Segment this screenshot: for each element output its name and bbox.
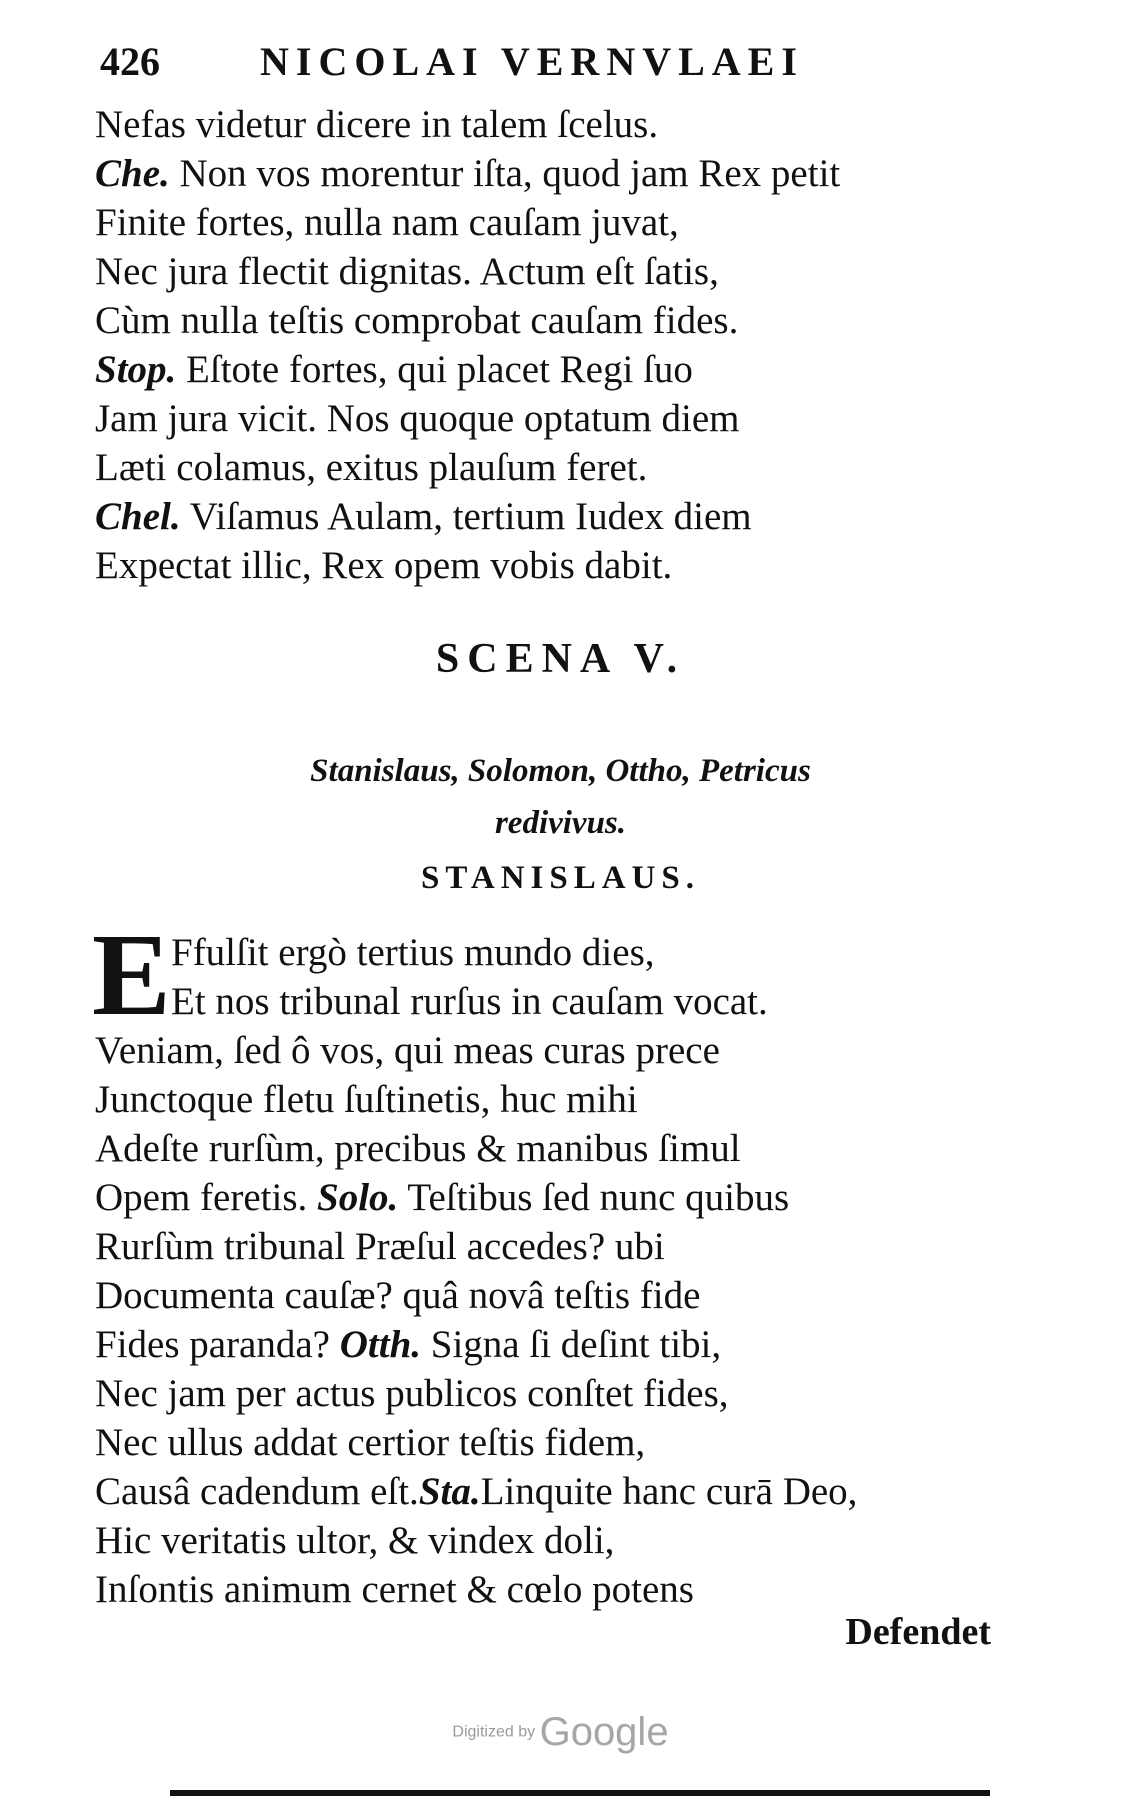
speaker-abbrev: Stop. <box>95 348 177 391</box>
verse-text: Documenta cauſæ? quâ novâ teſtis fide <box>95 1274 701 1317</box>
verse-line <box>95 247 1015 296</box>
verse-text: Nec jura flectit dignitas. Actum eſt ſatis, <box>95 250 719 293</box>
speaker-abbrev: Sta. <box>418 1470 481 1513</box>
verse-text: Finite fortes, nulla nam cauſam juvat, <box>95 201 679 244</box>
verse-line <box>95 1320 1015 1369</box>
verse-line <box>95 149 1015 198</box>
verse-text: Eſtote fortes, qui placet Regi ſuo <box>176 348 693 391</box>
scene-title: SCENA V. <box>435 636 686 682</box>
running-title: NICOLAI VERNVLAEI <box>260 39 804 84</box>
speaker-abbrev: Solo. <box>317 1176 399 1219</box>
verse-text: Veniam, ſed ô vos, qui meas curas prece <box>95 1029 720 1072</box>
verse-text: Non vos morentur iſta, quod jam Rex petit <box>169 152 841 195</box>
speaker-abbrev: Che. <box>95 152 170 195</box>
verse-line <box>95 1075 1015 1124</box>
verse-line <box>95 1173 1015 1222</box>
verse-text: Rurſùm tribunal Præſul accedes? ubi <box>95 1225 665 1268</box>
verse-text: Teſtibus ſed nunc quibus <box>398 1176 790 1219</box>
verse-text: Nec jam per actus publicos conſtet fides, <box>95 1372 729 1415</box>
digitization-watermark <box>0 1710 1121 1755</box>
verse-text: Viſamus Aulam, tertium Iudex diem <box>180 495 752 538</box>
verse-line <box>95 1124 1015 1173</box>
verse-text: Inſontis animum cernet & cœlo potens <box>95 1568 694 1611</box>
verse-line <box>95 345 1015 394</box>
verse-text: Signa ſi deſint tibi, <box>421 1323 722 1366</box>
verse-text: Cùm nulla teſtis comprobat cauſam fides. <box>95 299 739 342</box>
verse-block-main <box>95 928 1015 1614</box>
drop-cap: E <box>92 909 171 1040</box>
personae-line: Stanislaus, Solomon, Ottho, Petricus <box>310 753 811 789</box>
verse-text: Nefas videtur dicere in talem ſcelus. <box>95 103 659 146</box>
verse-text: Opem feretis. <box>95 1176 318 1219</box>
watermark-prefix: Digitized by <box>452 1723 536 1741</box>
verse-line <box>95 541 1015 590</box>
verse-line <box>95 492 1015 541</box>
verse-line <box>95 394 1015 443</box>
watermark-brand: Google <box>539 1710 669 1754</box>
verse-text: Causâ cadendum eſt. <box>95 1470 419 1513</box>
personae-line: redivivus. <box>494 805 627 841</box>
running-header <box>100 38 1000 98</box>
dramatis-personae <box>0 745 1121 849</box>
verse-line <box>95 1516 1015 1565</box>
verse-block-top <box>95 100 1015 590</box>
speaker-abbrev: Chel. <box>95 495 181 538</box>
verse-text: Expectat illic, Rex opem vobis dabit. <box>95 544 673 587</box>
speaker-abbrev: Otth. <box>339 1323 422 1366</box>
catchword: Defendet <box>845 1611 991 1653</box>
verse-line <box>95 198 1015 247</box>
verse-line <box>95 928 1015 977</box>
verse-text: Jam jura vicit. Nos quoque optatum diem <box>95 397 740 440</box>
verse-line <box>95 443 1015 492</box>
verse-line <box>95 977 1015 1026</box>
verse-text: Nec ullus addat certior teſtis fidem, <box>95 1421 646 1464</box>
verse-text: Hic veritatis ultor, & vindex doli, <box>95 1519 615 1562</box>
verse-line <box>95 1271 1015 1320</box>
verse-line <box>95 1222 1015 1271</box>
verse-line <box>95 1565 1015 1614</box>
verse-text: Ffulſit ergò tertius mundo dies, <box>171 931 655 974</box>
verse-text: Fides paranda? <box>95 1323 340 1366</box>
verse-text: Et nos tribunal rurſus in cauſam vocat. <box>171 980 768 1023</box>
page-number: 426 <box>100 39 160 84</box>
verse-text: Junctoque fletu ſuſtinetis, huc mihi <box>95 1078 638 1121</box>
verse-line <box>95 1467 1015 1516</box>
verse-line <box>95 296 1015 345</box>
verse-text: Linquite hanc curā Deo, <box>480 1470 858 1513</box>
verse-line <box>95 100 1015 149</box>
speaker-heading: STANISLAUS. <box>420 860 701 896</box>
verse-line <box>95 1026 1015 1075</box>
verse-line <box>95 1369 1015 1418</box>
verse-line <box>95 1418 1015 1467</box>
verse-text: Læti colamus, exitus plauſum feret. <box>95 446 648 489</box>
verse-text: Adeſte rurſùm, precibus & manibus ſimul <box>95 1127 741 1170</box>
page-bottom-rule <box>170 1790 990 1796</box>
